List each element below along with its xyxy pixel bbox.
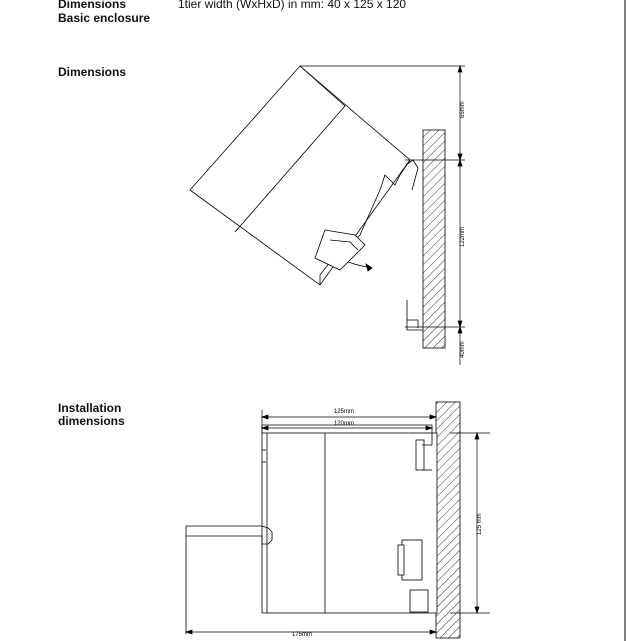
installation-heading-line1: Installation	[58, 401, 122, 415]
dim-module-depth-label: 120mm	[334, 421, 355, 427]
dim-middle-label: 122mm	[460, 226, 466, 247]
tilted-module-drawing	[190, 66, 445, 348]
installation-drawing	[186, 402, 460, 638]
dim-total-depth-label: 125mm	[334, 409, 355, 415]
enclosure-label: Basic enclosure	[58, 11, 151, 25]
enclosure-value: 1tier width (WxHxD) in mm: 40 x 125 x 120	[178, 0, 407, 11]
dim-top-label: 65mm	[460, 101, 466, 118]
dim-with-plug-label: 175mm	[292, 632, 313, 638]
module-body-side	[262, 433, 437, 613]
module-body	[190, 66, 410, 285]
dimensions-label: Dimensions	[58, 0, 127, 11]
wall-hatch-bottom	[436, 402, 460, 638]
plug-outline	[186, 526, 272, 544]
dim-bottom-label: 40mm	[460, 341, 466, 358]
dim-height-label: 125 mm	[477, 513, 483, 535]
installation-heading-line2: dimensions	[58, 414, 125, 428]
wall-hatch-top	[423, 130, 445, 348]
dimensions-heading: Dimensions	[58, 65, 127, 79]
